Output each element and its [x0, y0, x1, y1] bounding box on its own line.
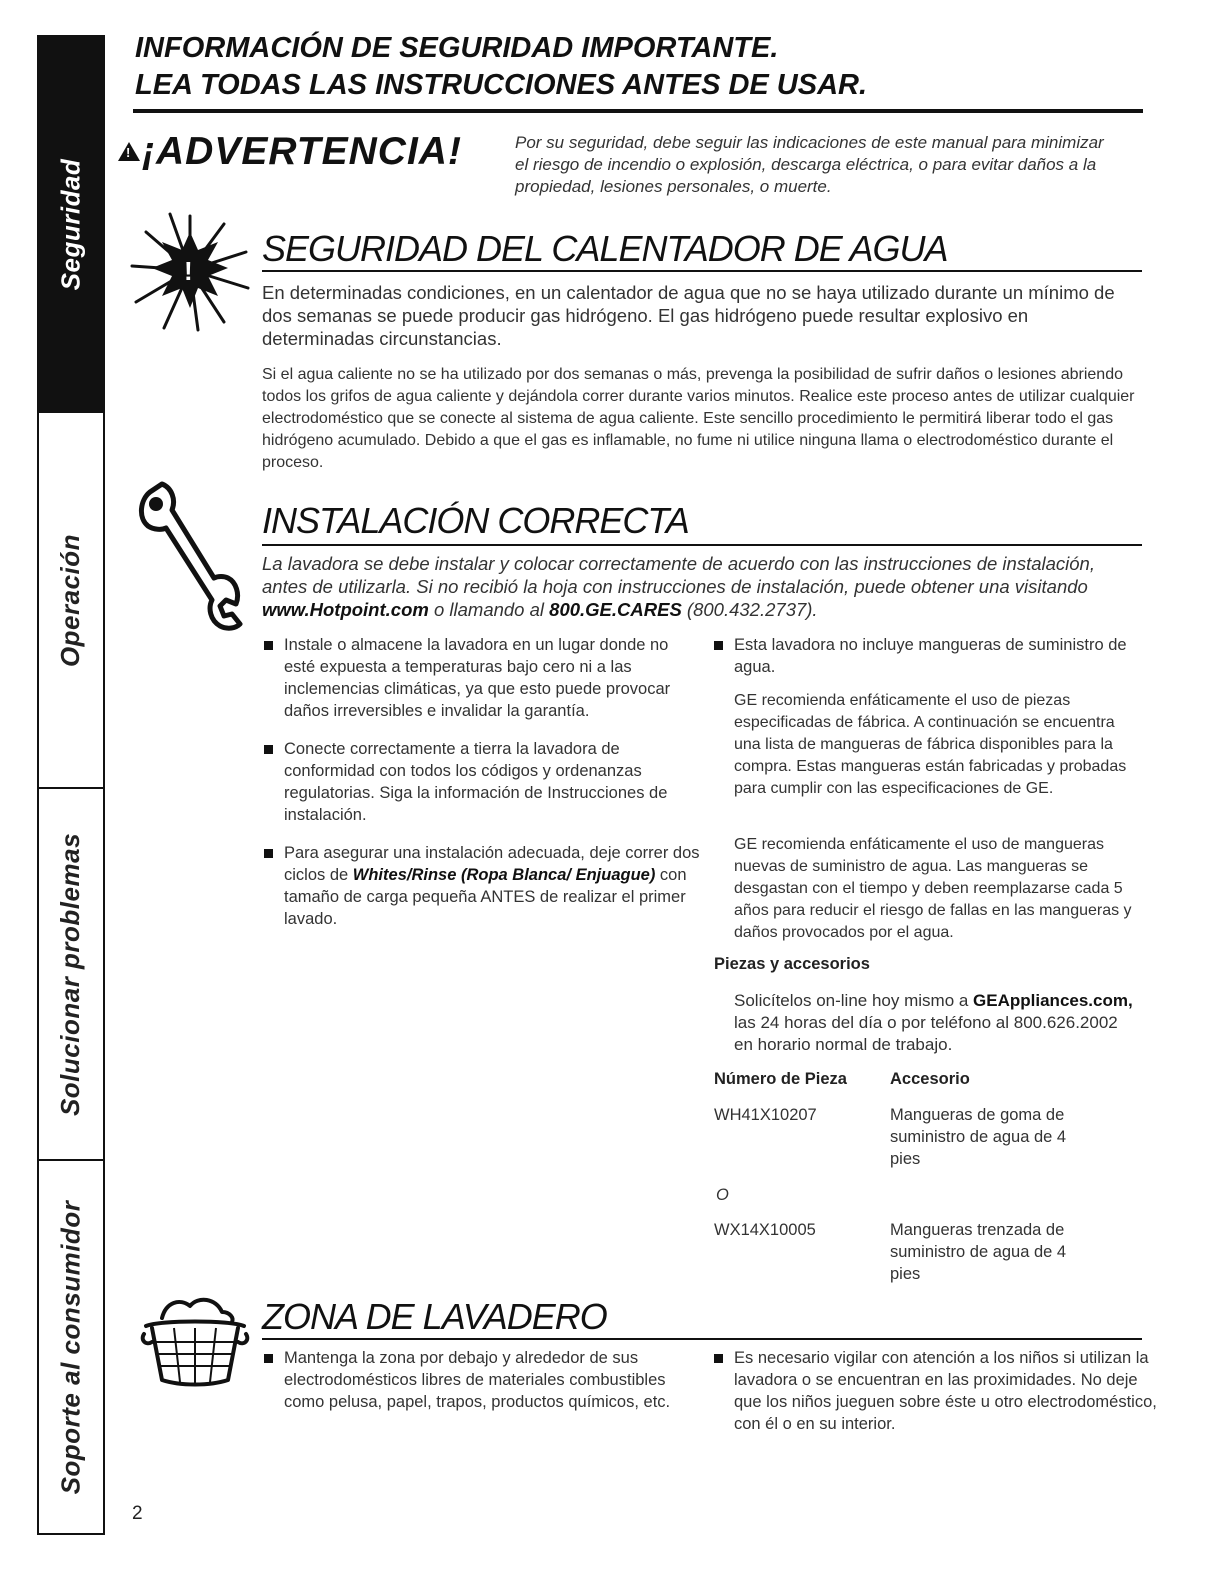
install-bullet-2: Conecte correctamente a tierra la lavadora de conformidad con todos los códigos y ordenanzas regulatorias. Siga la información de Instrucciones de instalación. [262, 738, 704, 826]
page-header [135, 30, 867, 104]
tab-solucionar-problemas[interactable]: Solucionar problemas [39, 789, 103, 1161]
install-bullet-3: Para asegurar una instalación adecuada, deje correr dos ciclos de Whites/Rinse (Ropa Blanca/ Enjuague) con tamaño de carga pequeña ANTES de realizar el primer lavado. [262, 842, 704, 930]
laundry-title: ZONA DE LAVADERO [262, 1296, 607, 1337]
laundry-rule [262, 1338, 1142, 1340]
warning-text: Por su seguridad, debe seguir las indicaciones de este manual para minimizar el riesgo de incendio o explosión, descarga eléctrica, o para evitar daños a la propiedad, lesiones personales, o muerte. [515, 133, 1104, 196]
tab-soporte-consumidor[interactable]: Soporte al consumidor [55, 1200, 86, 1494]
water-heater-rule [262, 270, 1142, 272]
part-number-2: WX14X10005 [714, 1221, 816, 1239]
hotpoint-website-link[interactable]: www.Hotpoint.com [262, 599, 429, 620]
geappliances-link[interactable]: GEAppliances.com, [973, 991, 1133, 1010]
ge-cares-phone: 800.GE.CARES [549, 599, 682, 620]
part-description-1: Mangueras de goma de suministro de agua de 4 pies [890, 1106, 1067, 1168]
header-rule [133, 109, 1143, 113]
warning-title: !¡ADVERTENCIA! [118, 130, 462, 174]
explosion-icon [128, 210, 253, 335]
parts-heading: Piezas y accesorios [714, 955, 870, 973]
tab-operacion[interactable]: Operación [39, 413, 103, 789]
part-description-2: Mangueras trenzada de suministro de agua de 4 pies [890, 1221, 1067, 1283]
header-line-1: INFORMACIÓN DE SEGURIDAD IMPORTANTE. [135, 32, 779, 64]
water-heater-paragraph-2: Si el agua caliente no se ha utilizado por dos semanas o más, prevenga la posibilidad de sufrir daños o lesiones abriendo todos los grifos de agua caliente y dejándola correr durante varios minutos. Realice este proceso antes de utilizar cualquier electrodoméstico que se conecte al sistema de agua caliente. Este sencillo procedimiento le permitirá liberar todo el gas hidrógeno acumulado. Debido a que el gas es inflamable, no fume ni utilice ninguna llama o electrodoméstico durante el proceso. [262, 366, 1135, 471]
hoses-not-included-bullet: Esta lavadora no incluye mangueras de suministro de agua. [712, 634, 1154, 678]
parts-order-text: Solicítelos on-line hoy mismo a GEAppliances.com, las 24 horas del día o por teléfono al 800.626.2002 en horario normal de trabajo. [734, 991, 1133, 1054]
table-header-part-number: Número de Pieza [714, 1070, 847, 1088]
installation-intro: La lavadora se debe instalar y colocar correctamente de acuerdo con las instrucciones de instalación, antes de utilizarla. Si no recibió la hoja con instrucciones de instalación, puede obtener una visitando www.Hotpoint.com o llamando al 800.GE.CARES (800.432.2737). [262, 553, 1095, 620]
tab-seguridad[interactable]: Seguridad [39, 37, 103, 413]
installation-rule [262, 544, 1142, 546]
laundry-bullet-left: Mantenga la zona por debajo y alrededor de sus electrodomésticos libres de materiales combustibles como pelusa, papel, trapos, productos químicos, etc. [262, 1347, 684, 1413]
header-line-2: LEA TODAS LAS INSTRUCCIONES ANTES DE USAR. [135, 69, 868, 101]
table-header-accessory: Accesorio [890, 1070, 970, 1088]
laundry-basket-icon [140, 1290, 250, 1390]
installation-title: INSTALACIÓN CORRECTA [262, 500, 689, 541]
install-bullet-1: Instale o almacene la lavadora en un lugar donde no esté expuesta a temperaturas bajo cero ni a las inclemencias climáticas, ya que esto puede provocar daños irreversibles e invalidar la garantía. [262, 634, 704, 722]
laundry-bullet-right: Es necesario vigilar con atención a los niños si utilizan la lavadora o se encuentran en las proximidades. No deje que los niños jueguen sobre éste u otro electrodoméstico, con él o en su interior. [712, 1347, 1164, 1435]
svg-text:!: ! [184, 256, 193, 286]
page-number: 2 [132, 1503, 143, 1524]
wrench-icon [132, 478, 252, 638]
side-tab-column [37, 35, 105, 1535]
or-separator: O [716, 1186, 729, 1204]
water-heater-paragraph-1: En determinadas condiciones, en un calentador de agua que no se haya utilizado durante un mínimo de dos semanas se puede producir gas hidrógeno. El gas hidrógeno puede resultar explosivo en determinadas circunstancias. [262, 282, 1115, 349]
warning-triangle-icon [118, 142, 140, 161]
ge-factory-parts-paragraph: GE recomienda enfáticamente el uso de piezas especificadas de fábrica. A continuación se encuentra una lista de mangueras de fábrica disponibles para la compra. Estas mangueras están fabricadas y probadas para cumplir con las especificaciones de GE. [734, 692, 1127, 797]
part-number-1: WH41X10207 [714, 1106, 817, 1124]
water-heater-title: SEGURIDAD DEL CALENTADOR DE AGUA [262, 228, 948, 269]
whites-rinse-cycle: Whites/Rinse (Ropa Blanca/ Enjuague) [352, 866, 656, 884]
ge-new-hoses-paragraph: GE recomienda enfáticamente el uso de mangueras nuevas de suministro de agua. Las mangueras se desgastan con el tiempo y deben reemplazarse cada 5 años para reducir el riesgo de fallas en las mangueras y daños provocados por el agua. [734, 836, 1132, 941]
